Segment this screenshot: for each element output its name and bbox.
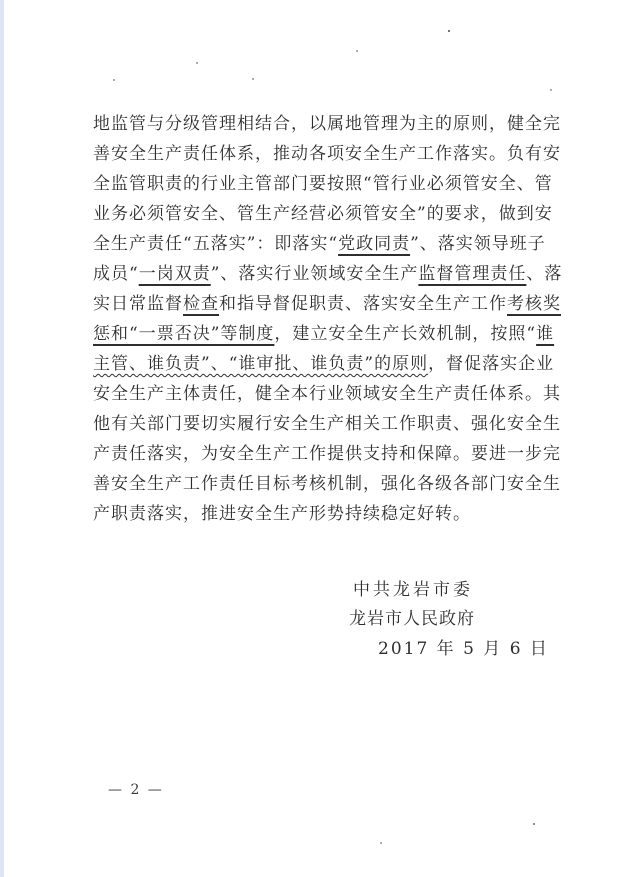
text-line [93, 409, 561, 439]
signature-party-committee: 中共龙岩市委 [353, 580, 473, 600]
underlined-text: 主管、谁负责”、“谁审批、谁负责”的原则 [93, 354, 429, 374]
text-line [93, 469, 561, 499]
signature-block [349, 576, 549, 664]
underlined-text: 一岗双责 [138, 264, 211, 284]
text-segment: 善安全生产工作责任目标考核机制，强化各级各部门安全生 [93, 474, 561, 494]
text-segment: 、落 [526, 264, 563, 284]
text-segment: 产责任落实，为安全生产工作提供支持和保障。要进一步完 [93, 444, 561, 464]
document-body [93, 109, 563, 529]
text-line [93, 379, 561, 409]
text-segment: 实日常监督 [93, 294, 183, 314]
text-segment: 业务必须管安全、管生产经营必须管安全”的要求，做到安 [93, 204, 553, 224]
text-line [93, 229, 546, 259]
scan-edge-artifact [0, 0, 4, 877]
text-segment: ，督促落实企业 [428, 354, 555, 374]
text-segment: 地监管与分级管理相结合，以属地管理为主的原则，健全完 [93, 114, 561, 134]
text-line [93, 259, 563, 289]
text-segment: 成员“ [93, 264, 139, 284]
text-line [93, 109, 561, 139]
text-segment: 产职责落实，推进安全生产形势持续稳定好转。 [93, 504, 471, 524]
text-line [93, 169, 553, 199]
text-line [93, 319, 555, 349]
text-segment: ”、落实领导班子 [410, 234, 546, 254]
text-segment: 和指导督促职责、落实安全生产工作 [219, 294, 507, 314]
underlined-text: 监督管理责任 [418, 264, 527, 284]
text-line [93, 499, 542, 529]
text-segment: 他有关部门要切实履行安全生产相关工作职责、强化安全生 [93, 414, 561, 434]
underlined-text: 谁 [536, 324, 555, 344]
text-line [93, 289, 561, 319]
underlined-text: 党政同责 [338, 234, 411, 254]
text-line [93, 139, 561, 169]
text-segment: 善安全生产责任体系，推动各项安全生产工作落实。负有安 [93, 144, 561, 164]
signature-government: 龙岩市人民政府 [349, 609, 475, 629]
signature-date: 2017 年 5 月 6 日 [378, 639, 549, 659]
underlined-text: 检查 [183, 294, 219, 314]
text-line [93, 199, 553, 229]
text-segment: ”、落实行业领域安全生产 [210, 264, 419, 284]
underlined-text: 惩和“一票否决”等制度 [93, 324, 275, 344]
text-segment: 全生产责任“五落实”：即落实“ [93, 234, 339, 254]
text-line [93, 439, 561, 469]
text-line [93, 349, 555, 379]
text-segment: 安全生产主体责任，健全本行业领域安全生产责任体系。其 [93, 384, 561, 404]
underlined-text: 考核奖 [507, 294, 561, 314]
page-number: — 2 — [108, 782, 164, 798]
text-segment: ，建立安全生产长效机制，按照“ [274, 324, 537, 344]
text-segment: 全监管职责的行业主管部门要按照“管行业必须管安全、管 [93, 174, 553, 194]
